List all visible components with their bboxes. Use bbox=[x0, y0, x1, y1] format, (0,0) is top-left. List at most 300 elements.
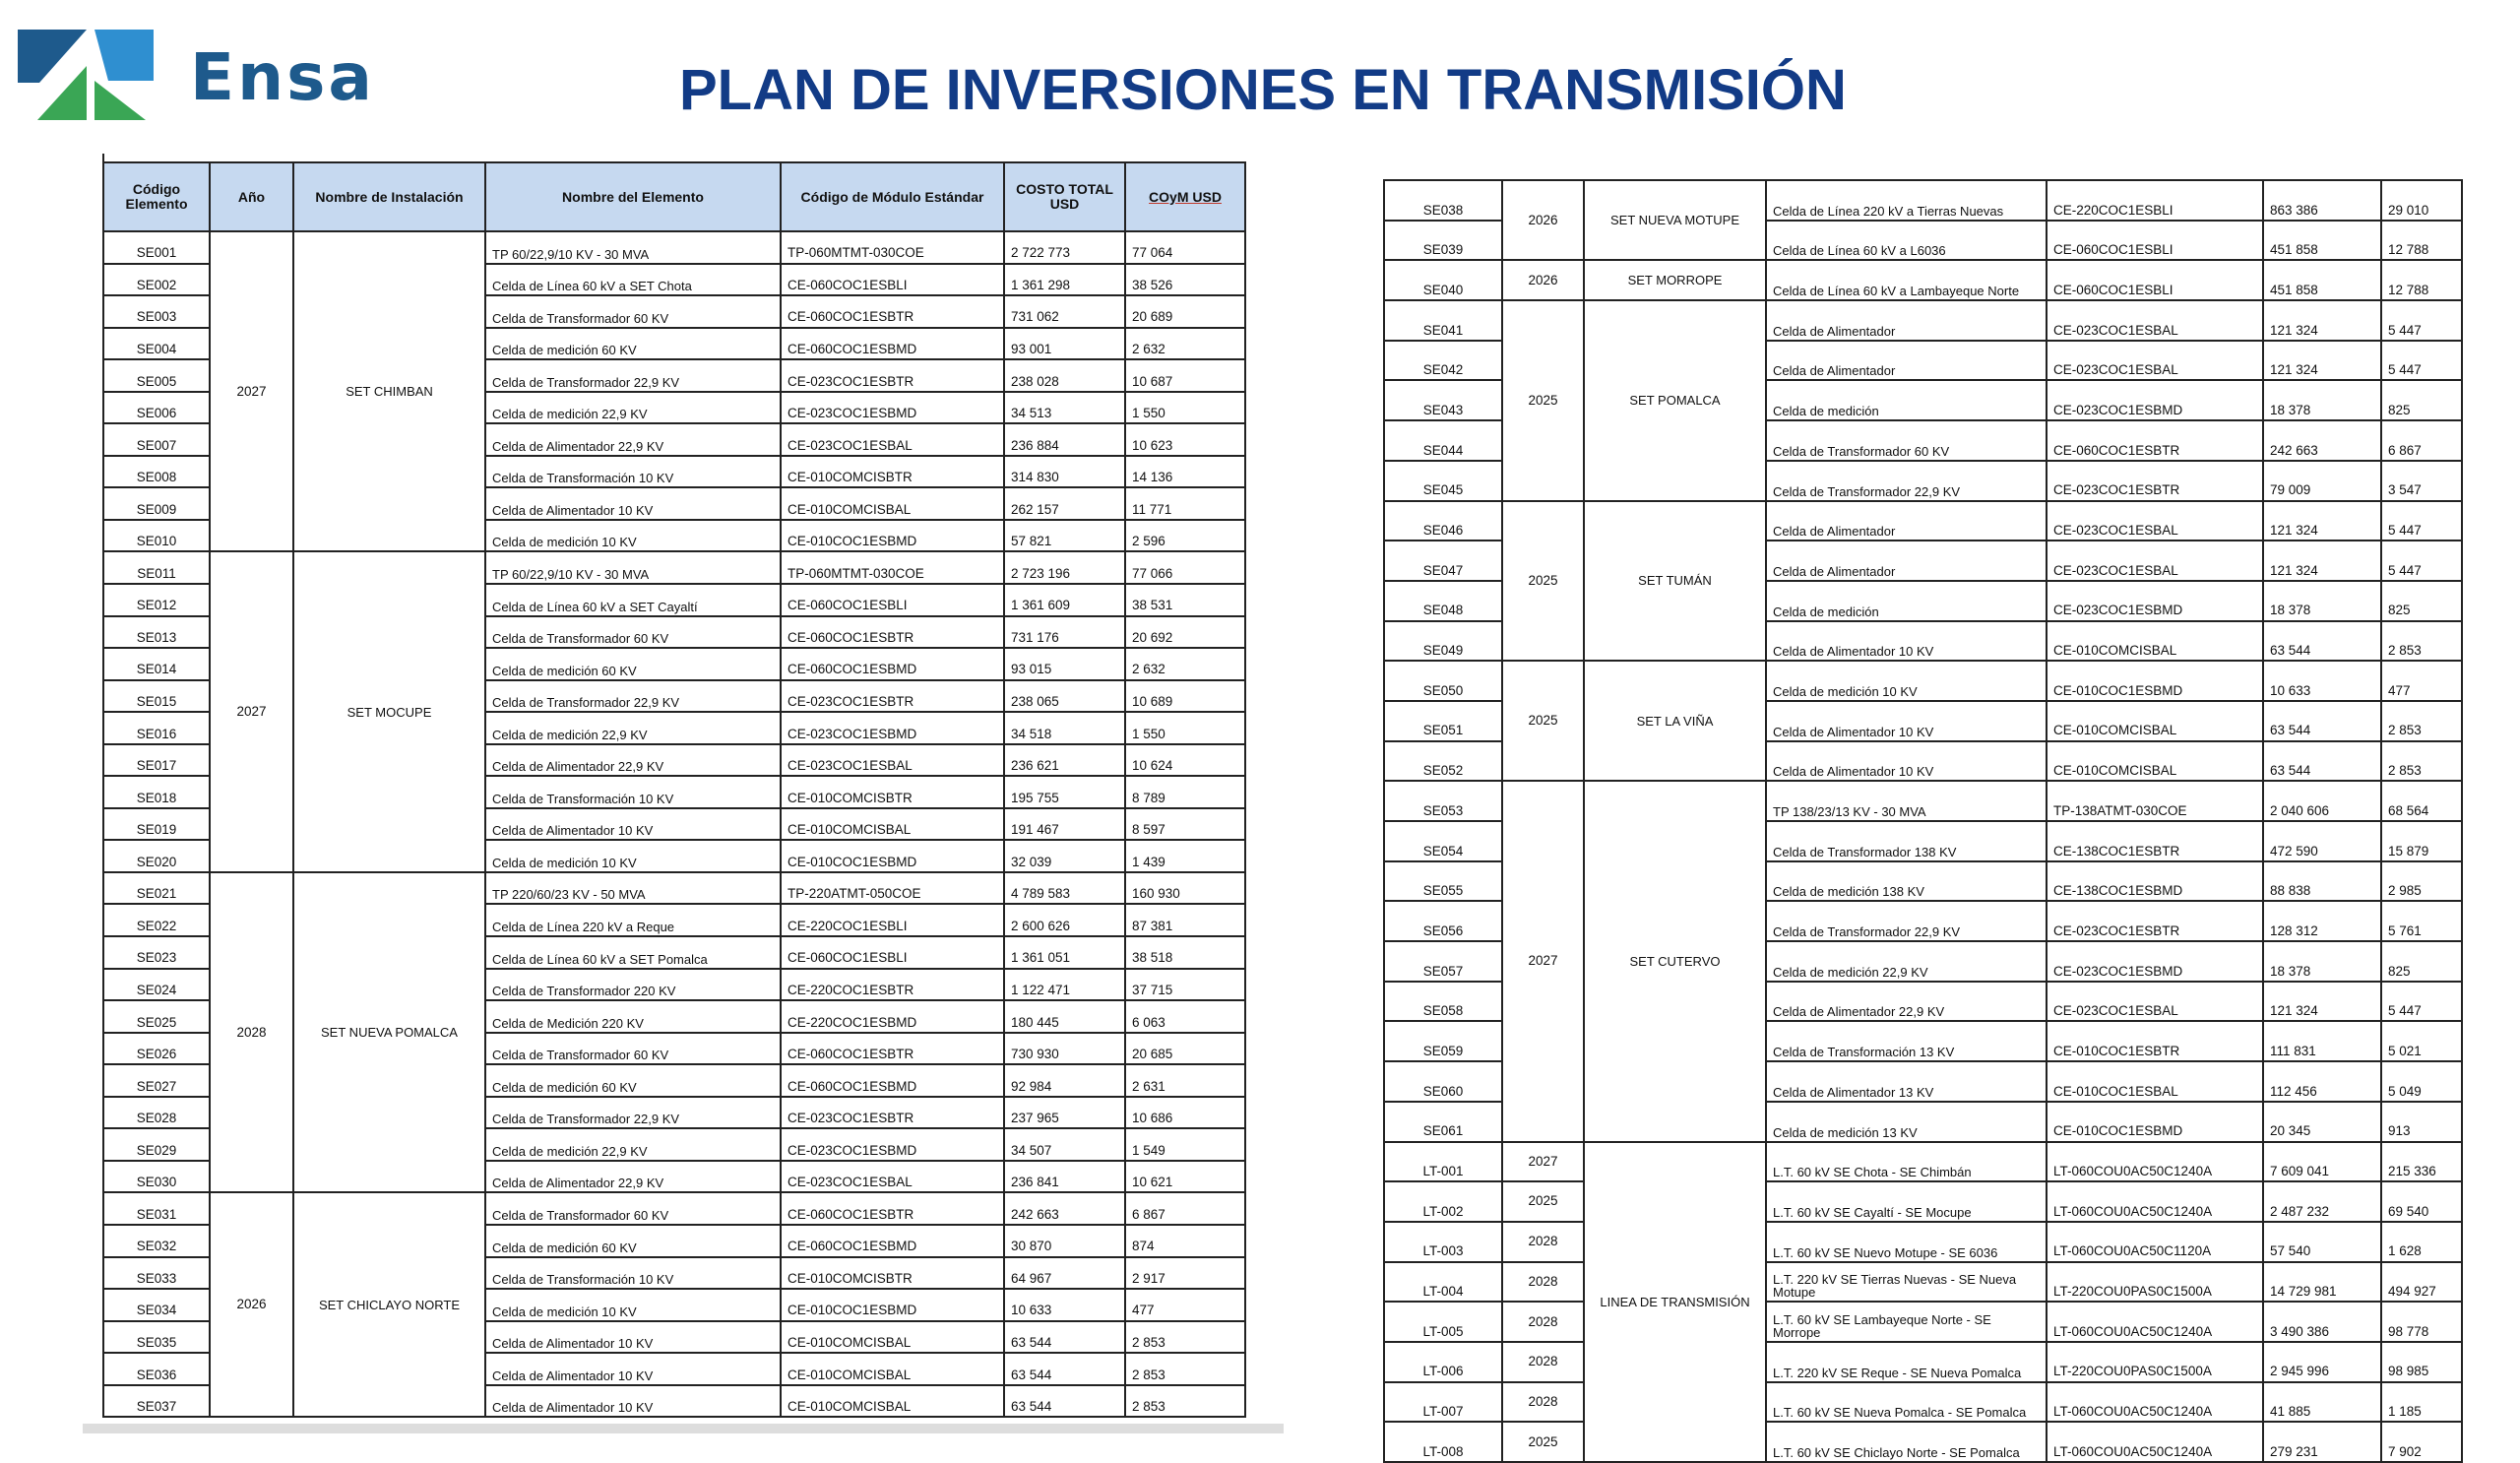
group-installation: SET MORROPE bbox=[1584, 260, 1766, 300]
coym-cost: 14 136 bbox=[1125, 456, 1245, 488]
total-cost: 57 540 bbox=[2263, 1222, 2381, 1262]
line-year: 2027 bbox=[1502, 1142, 1584, 1182]
module-code: CE-023COC1ESBAL bbox=[2047, 501, 2263, 541]
element-name: Celda de medición 60 KV bbox=[485, 1064, 781, 1097]
total-cost: 111 831 bbox=[2263, 1021, 2381, 1061]
ensa-logo bbox=[18, 22, 392, 130]
element-name: Celda de Transformador 22,9 KV bbox=[485, 359, 781, 392]
total-cost: 63 544 bbox=[2263, 741, 2381, 782]
element-code: SE020 bbox=[103, 840, 210, 872]
total-cost: 451 858 bbox=[2263, 260, 2381, 300]
investment-table-left bbox=[102, 161, 1246, 1418]
element-code: SE033 bbox=[103, 1257, 210, 1290]
coym-cost: 215 336 bbox=[2381, 1142, 2462, 1182]
element-name: Celda de Alimentador 22,9 KV bbox=[1766, 982, 2047, 1022]
element-code: SE026 bbox=[103, 1033, 210, 1065]
total-cost: 18 378 bbox=[2263, 581, 2381, 621]
element-name: Celda de Alimentador 10 KV bbox=[1766, 621, 2047, 662]
element-name: L.T. 60 kV SE Chota - SE Chimbán bbox=[1766, 1142, 2047, 1182]
module-code: CE-060COC1ESBMD bbox=[781, 1225, 1004, 1257]
total-cost: 730 930 bbox=[1004, 1033, 1125, 1065]
line-code: LT-006 bbox=[1384, 1342, 1502, 1382]
element-name: Celda de Transformador 60 KV bbox=[485, 616, 781, 649]
group-year: 2025 bbox=[1502, 300, 1584, 500]
element-name: Celda de Transformador 22,9 KV bbox=[485, 1097, 781, 1129]
coym-cost: 6 867 bbox=[2381, 420, 2462, 461]
group-year: 2026 bbox=[210, 1192, 293, 1417]
element-code: SE055 bbox=[1384, 861, 1502, 902]
table-row bbox=[1384, 1262, 2462, 1303]
element-code: SE035 bbox=[103, 1321, 210, 1354]
element-code: SE047 bbox=[1384, 541, 1502, 581]
element-code: SE056 bbox=[1384, 901, 1502, 941]
table-row bbox=[1384, 1222, 2462, 1262]
module-code: CE-023COC1ESBMD bbox=[2047, 941, 2263, 982]
module-code: CE-060COC1ESBMD bbox=[781, 648, 1004, 680]
element-name: Celda de Línea 60 kV a SET Cayaltí bbox=[485, 584, 781, 616]
line-code: LT-008 bbox=[1384, 1422, 1502, 1462]
coym-cost: 5 447 bbox=[2381, 341, 2462, 381]
coym-cost: 68 564 bbox=[2381, 781, 2462, 821]
element-code: SE051 bbox=[1384, 701, 1502, 741]
ensa-logo-icon bbox=[18, 22, 185, 130]
element-name: Celda de Alimentador 22,9 KV bbox=[485, 744, 781, 777]
total-cost: 88 838 bbox=[2263, 861, 2381, 902]
total-cost: 314 830 bbox=[1004, 456, 1125, 488]
element-code: SE059 bbox=[1384, 1021, 1502, 1061]
coym-cost: 11 771 bbox=[1125, 487, 1245, 520]
module-code: CE-010COMCISBTR bbox=[781, 776, 1004, 808]
module-code: TP-220ATMT-050COE bbox=[781, 872, 1004, 905]
module-code: CE-220COC1ESBLI bbox=[2047, 180, 2263, 221]
element-code: SE041 bbox=[1384, 300, 1502, 341]
element-name: Celda de Línea 60 kV a SET Chota bbox=[485, 264, 781, 296]
module-code: CE-023COC1ESBAL bbox=[2047, 541, 2263, 581]
total-cost: 18 378 bbox=[2263, 941, 2381, 982]
element-code: SE037 bbox=[103, 1385, 210, 1418]
total-cost: 79 009 bbox=[2263, 461, 2381, 501]
element-name: Celda de Alimentador 10 KV bbox=[1766, 701, 2047, 741]
element-name: Celda de medición 22,9 KV bbox=[1766, 941, 2047, 982]
line-year: 2028 bbox=[1502, 1342, 1584, 1382]
element-name: Celda de medición 13 KV bbox=[1766, 1102, 2047, 1142]
total-cost: 63 544 bbox=[2263, 621, 2381, 662]
element-code: SE058 bbox=[1384, 982, 1502, 1022]
element-name: Celda de Transformador 60 KV bbox=[485, 1192, 781, 1225]
coym-cost: 3 547 bbox=[2381, 461, 2462, 501]
footer-bar bbox=[83, 1424, 1284, 1433]
element-name: Celda de medición 60 KV bbox=[485, 1225, 781, 1257]
total-cost: 57 821 bbox=[1004, 520, 1125, 552]
coym-cost: 5 447 bbox=[2381, 300, 2462, 341]
element-code: SE029 bbox=[103, 1128, 210, 1161]
module-code: CE-023COC1ESBTR bbox=[2047, 461, 2263, 501]
module-code: CE-060COC1ESBTR bbox=[2047, 420, 2263, 461]
table-row bbox=[1384, 1302, 2462, 1342]
total-cost: 93 015 bbox=[1004, 648, 1125, 680]
module-code: CE-060COC1ESBLI bbox=[2047, 221, 2263, 261]
module-code: CE-060COC1ESBLI bbox=[2047, 260, 2263, 300]
group-year: 2026 bbox=[1502, 260, 1584, 300]
coym-cost: 2 631 bbox=[1125, 1064, 1245, 1097]
line-code: LT-007 bbox=[1384, 1382, 1502, 1423]
module-code: CE-023COC1ESBTR bbox=[2047, 901, 2263, 941]
element-name: TP 60/22,9/10 KV - 30 MVA bbox=[485, 551, 781, 584]
element-name: Celda de Transformador 60 KV bbox=[485, 1033, 781, 1065]
module-code: CE-023COC1ESBAL bbox=[781, 423, 1004, 456]
table-row bbox=[103, 872, 1245, 905]
module-code: CE-010COMCISBAL bbox=[781, 1385, 1004, 1418]
element-name: L.T. 60 kV SE Nueva Pomalca - SE Pomalca bbox=[1766, 1382, 2047, 1423]
total-cost: 2 723 196 bbox=[1004, 551, 1125, 584]
element-name: Celda de Transformador 138 KV bbox=[1766, 821, 2047, 861]
total-cost: 7 609 041 bbox=[2263, 1142, 2381, 1182]
total-cost: 112 456 bbox=[2263, 1061, 2381, 1102]
module-code: CE-060COC1ESBTR bbox=[781, 1033, 1004, 1065]
group-year: 2025 bbox=[1502, 501, 1584, 662]
coym-cost: 825 bbox=[2381, 581, 2462, 621]
module-code: CE-023COC1ESBAL bbox=[781, 744, 1004, 777]
element-code: SE027 bbox=[103, 1064, 210, 1097]
element-name: Celda de Alimentador 10 KV bbox=[485, 1321, 781, 1354]
total-cost: 242 663 bbox=[2263, 420, 2381, 461]
coym-cost: 10 621 bbox=[1125, 1161, 1245, 1193]
module-code: CE-023COC1ESBMD bbox=[781, 712, 1004, 744]
total-cost: 1 361 609 bbox=[1004, 584, 1125, 616]
module-code: LT-060COU0AC50C1240A bbox=[2047, 1142, 2263, 1182]
element-name: Celda de Línea 220 kV a Reque bbox=[485, 904, 781, 936]
module-code: CE-060COC1ESBTR bbox=[781, 1192, 1004, 1225]
table-row bbox=[1384, 1181, 2462, 1222]
element-name: Celda de Alimentador 10 KV bbox=[1766, 741, 2047, 782]
coym-cost: 38 518 bbox=[1125, 936, 1245, 969]
total-cost: 20 345 bbox=[2263, 1102, 2381, 1142]
element-code: SE057 bbox=[1384, 941, 1502, 982]
total-cost: 180 445 bbox=[1004, 1000, 1125, 1033]
element-name: Celda de Transformador 60 KV bbox=[1766, 420, 2047, 461]
element-code: SE009 bbox=[103, 487, 210, 520]
group-installation: LINEA DE TRANSMISIÓN bbox=[1584, 1142, 1766, 1463]
module-code: CE-060COC1ESBLI bbox=[781, 264, 1004, 296]
coym-cost: 5 049 bbox=[2381, 1061, 2462, 1102]
module-code: CE-010COC1ESBTR bbox=[2047, 1021, 2263, 1061]
element-name: Celda de Alimentador 22,9 KV bbox=[485, 423, 781, 456]
module-code: LT-060COU0AC50C1240A bbox=[2047, 1181, 2263, 1222]
table-row bbox=[1384, 1422, 2462, 1462]
total-cost: 3 490 386 bbox=[2263, 1302, 2381, 1342]
total-cost: 41 885 bbox=[2263, 1382, 2381, 1423]
element-code: SE018 bbox=[103, 776, 210, 808]
element-code: SE036 bbox=[103, 1353, 210, 1385]
element-code: SE004 bbox=[103, 328, 210, 360]
table-row bbox=[1384, 300, 2462, 341]
element-name: Celda de medición 10 KV bbox=[1766, 661, 2047, 701]
element-name: Celda de Línea 220 kV a Tierras Nuevas bbox=[1766, 180, 2047, 221]
element-code: SE022 bbox=[103, 904, 210, 936]
group-year: 2027 bbox=[210, 551, 293, 871]
element-code: SE007 bbox=[103, 423, 210, 456]
element-code: SE045 bbox=[1384, 461, 1502, 501]
element-name: Celda de Transformador 220 KV bbox=[485, 969, 781, 1001]
element-name: Celda de Transformación 10 KV bbox=[485, 456, 781, 488]
header-modulo: Código de Módulo Estándar bbox=[781, 162, 1004, 231]
line-year: 2025 bbox=[1502, 1181, 1584, 1222]
brand-name: Ensa bbox=[190, 39, 375, 115]
total-cost: 195 755 bbox=[1004, 776, 1125, 808]
coym-cost: 77 064 bbox=[1125, 231, 1245, 264]
coym-cost: 10 623 bbox=[1125, 423, 1245, 456]
module-code: CE-010COC1ESBMD bbox=[2047, 661, 2263, 701]
element-code: SE023 bbox=[103, 936, 210, 969]
total-cost: 93 001 bbox=[1004, 328, 1125, 360]
coym-cost: 8 597 bbox=[1125, 808, 1245, 841]
total-cost: 238 028 bbox=[1004, 359, 1125, 392]
element-code: SE038 bbox=[1384, 180, 1502, 221]
module-code: CE-010COMCISBAL bbox=[781, 1353, 1004, 1385]
module-code: CE-023COC1ESBMD bbox=[781, 1128, 1004, 1161]
module-code: CE-220COC1ESBTR bbox=[781, 969, 1004, 1001]
total-cost: 14 729 981 bbox=[2263, 1262, 2381, 1303]
element-name: Celda de Alimentador 22,9 KV bbox=[485, 1161, 781, 1193]
module-code: CE-060COC1ESBTR bbox=[781, 295, 1004, 328]
table-row bbox=[1384, 1342, 2462, 1382]
coym-cost: 6 867 bbox=[1125, 1192, 1245, 1225]
element-name: Celda de Alimentador bbox=[1766, 541, 2047, 581]
element-name: Celda de Línea 60 kV a SET Pomalca bbox=[485, 936, 781, 969]
total-cost: 128 312 bbox=[2263, 901, 2381, 941]
element-name: Celda de Transformador 60 KV bbox=[485, 295, 781, 328]
element-name: Celda de Transformación 10 KV bbox=[485, 1257, 781, 1290]
coym-cost: 29 010 bbox=[2381, 180, 2462, 221]
total-cost: 18 378 bbox=[2263, 380, 2381, 420]
element-code: SE053 bbox=[1384, 781, 1502, 821]
module-code: LT-060COU0AC50C1240A bbox=[2047, 1382, 2263, 1423]
coym-cost: 12 788 bbox=[2381, 260, 2462, 300]
module-code: CE-060COC1ESBMD bbox=[781, 1064, 1004, 1097]
coym-cost: 5 761 bbox=[2381, 901, 2462, 941]
total-cost: 121 324 bbox=[2263, 982, 2381, 1022]
header-anio: Año bbox=[210, 162, 293, 231]
element-code: SE002 bbox=[103, 264, 210, 296]
coym-cost: 6 063 bbox=[1125, 1000, 1245, 1033]
coym-cost: 160 930 bbox=[1125, 872, 1245, 905]
element-code: SE006 bbox=[103, 392, 210, 424]
total-cost: 10 633 bbox=[2263, 661, 2381, 701]
group-installation: SET NUEVA MOTUPE bbox=[1584, 180, 1766, 260]
module-code: CE-010COC1ESBMD bbox=[2047, 1102, 2263, 1142]
table-row bbox=[103, 1192, 1245, 1225]
header-coym bbox=[1125, 162, 1245, 231]
element-code: SE021 bbox=[103, 872, 210, 905]
total-cost: 10 633 bbox=[1004, 1289, 1125, 1321]
element-name: Celda de Alimentador 10 KV bbox=[485, 487, 781, 520]
investment-table-right bbox=[1383, 179, 2463, 1463]
element-name: Celda de Transformación 10 KV bbox=[485, 776, 781, 808]
line-year: 2028 bbox=[1502, 1262, 1584, 1303]
module-code: CE-220COC1ESBLI bbox=[781, 904, 1004, 936]
module-code: TP-060MTMT-030COE bbox=[781, 231, 1004, 264]
coym-cost: 1 550 bbox=[1125, 392, 1245, 424]
group-year: 2027 bbox=[210, 231, 293, 551]
element-name: Celda de Línea 60 kV a Lambayeque Norte bbox=[1766, 260, 2047, 300]
element-name: Celda de medición 10 KV bbox=[485, 840, 781, 872]
coym-cost: 5 447 bbox=[2381, 982, 2462, 1022]
coym-cost: 2 853 bbox=[2381, 741, 2462, 782]
module-code: CE-023COC1ESBAL bbox=[2047, 300, 2263, 341]
element-name: Celda de medición bbox=[1766, 581, 2047, 621]
coym-cost: 5 447 bbox=[2381, 541, 2462, 581]
element-code: SE016 bbox=[103, 712, 210, 744]
element-code: SE011 bbox=[103, 551, 210, 584]
element-name: Celda de Alimentador bbox=[1766, 341, 2047, 381]
element-code: SE046 bbox=[1384, 501, 1502, 541]
element-code: SE048 bbox=[1384, 581, 1502, 621]
module-code: CE-010COMCISBAL bbox=[2047, 621, 2263, 662]
group-installation: SET TUMÁN bbox=[1584, 501, 1766, 662]
table-row bbox=[1384, 1382, 2462, 1423]
total-cost: 863 386 bbox=[2263, 180, 2381, 221]
total-cost: 63 544 bbox=[1004, 1385, 1125, 1418]
module-code: CE-023COC1ESBAL bbox=[2047, 982, 2263, 1022]
total-cost: 34 507 bbox=[1004, 1128, 1125, 1161]
table-row bbox=[1384, 1142, 2462, 1182]
coym-cost: 10 686 bbox=[1125, 1097, 1245, 1129]
element-code: SE024 bbox=[103, 969, 210, 1001]
element-code: SE044 bbox=[1384, 420, 1502, 461]
coym-cost: 10 687 bbox=[1125, 359, 1245, 392]
coym-cost: 2 596 bbox=[1125, 520, 1245, 552]
page-title: PLAN DE INVERSIONES EN TRANSMISIÓN bbox=[679, 58, 1847, 122]
total-cost: 237 965 bbox=[1004, 1097, 1125, 1129]
table-row bbox=[103, 231, 1245, 264]
module-code: CE-010COMCISBTR bbox=[781, 456, 1004, 488]
line-code: LT-003 bbox=[1384, 1222, 1502, 1262]
total-cost: 34 513 bbox=[1004, 392, 1125, 424]
total-cost: 2 040 606 bbox=[2263, 781, 2381, 821]
total-cost: 1 122 471 bbox=[1004, 969, 1125, 1001]
total-cost: 242 663 bbox=[1004, 1192, 1125, 1225]
element-code: SE017 bbox=[103, 744, 210, 777]
coym-cost: 825 bbox=[2381, 380, 2462, 420]
element-name: Celda de Transformador 22,9 KV bbox=[1766, 461, 2047, 501]
line-code: LT-002 bbox=[1384, 1181, 1502, 1222]
total-cost: 121 324 bbox=[2263, 541, 2381, 581]
total-cost: 1 361 051 bbox=[1004, 936, 1125, 969]
total-cost: 121 324 bbox=[2263, 501, 2381, 541]
module-code: CE-010COC1ESBMD bbox=[781, 520, 1004, 552]
coym-cost: 38 526 bbox=[1125, 264, 1245, 296]
coym-cost: 37 715 bbox=[1125, 969, 1245, 1001]
coym-cost: 477 bbox=[1125, 1289, 1245, 1321]
total-cost: 121 324 bbox=[2263, 300, 2381, 341]
group-year: 2025 bbox=[1502, 661, 1584, 781]
table-row bbox=[1384, 260, 2462, 300]
element-code: SE050 bbox=[1384, 661, 1502, 701]
module-code: CE-023COC1ESBAL bbox=[781, 1161, 1004, 1193]
module-code: CE-060COC1ESBMD bbox=[781, 328, 1004, 360]
module-code: CE-010COMCISBAL bbox=[781, 1321, 1004, 1354]
coym-cost: 20 685 bbox=[1125, 1033, 1245, 1065]
element-code: SE042 bbox=[1384, 341, 1502, 381]
element-code: SE031 bbox=[103, 1192, 210, 1225]
coym-cost: 5 021 bbox=[2381, 1021, 2462, 1061]
total-cost: 731 176 bbox=[1004, 616, 1125, 649]
coym-cost: 913 bbox=[2381, 1102, 2462, 1142]
module-code: CE-010COC1ESBMD bbox=[781, 1289, 1004, 1321]
element-code: SE001 bbox=[103, 231, 210, 264]
element-code: SE032 bbox=[103, 1225, 210, 1257]
element-name: L.T. 60 kV SE Chiclayo Norte - SE Pomalca bbox=[1766, 1422, 2047, 1462]
table-row bbox=[1384, 781, 2462, 821]
coym-cost: 2 853 bbox=[2381, 621, 2462, 662]
element-code: SE003 bbox=[103, 295, 210, 328]
group-installation: SET CHIMBAN bbox=[293, 231, 485, 551]
table-row bbox=[1384, 180, 2462, 221]
coym-cost: 1 549 bbox=[1125, 1128, 1245, 1161]
group-year: 2027 bbox=[1502, 781, 1584, 1141]
element-name: Celda de medición 138 KV bbox=[1766, 861, 2047, 902]
element-name: L.T. 60 kV SE Cayaltí - SE Mocupe bbox=[1766, 1181, 2047, 1222]
module-code: LT-060COU0AC50C1120A bbox=[2047, 1222, 2263, 1262]
coym-cost: 38 531 bbox=[1125, 584, 1245, 616]
module-code: CE-010COMCISBTR bbox=[781, 1257, 1004, 1290]
total-cost: 34 518 bbox=[1004, 712, 1125, 744]
element-code: SE005 bbox=[103, 359, 210, 392]
module-code: CE-023COC1ESBTR bbox=[781, 359, 1004, 392]
coym-cost: 2 853 bbox=[2381, 701, 2462, 741]
module-code: LT-060COU0AC50C1240A bbox=[2047, 1422, 2263, 1462]
element-code: SE030 bbox=[103, 1161, 210, 1193]
element-name: Celda de medición 10 KV bbox=[485, 520, 781, 552]
element-name: TP 220/60/23 KV - 50 MVA bbox=[485, 872, 781, 905]
coym-cost: 15 879 bbox=[2381, 821, 2462, 861]
element-code: SE039 bbox=[1384, 221, 1502, 261]
module-code: CE-138COC1ESBMD bbox=[2047, 861, 2263, 902]
total-cost: 262 157 bbox=[1004, 487, 1125, 520]
coym-cost: 2 985 bbox=[2381, 861, 2462, 902]
element-name: L.T. 60 kV SE Lambayeque Norte - SE Morrope bbox=[1766, 1302, 2047, 1342]
coym-cost: 98 985 bbox=[2381, 1342, 2462, 1382]
element-name: Celda de medición 22,9 KV bbox=[485, 1128, 781, 1161]
line-code: LT-001 bbox=[1384, 1142, 1502, 1182]
total-cost: 63 544 bbox=[2263, 701, 2381, 741]
element-name: Celda de medición 10 KV bbox=[485, 1289, 781, 1321]
module-code: CE-060COC1ESBLI bbox=[781, 584, 1004, 616]
total-cost: 63 544 bbox=[1004, 1321, 1125, 1354]
header-coym-text: COyM USD bbox=[1149, 188, 1222, 205]
table-row bbox=[1384, 661, 2462, 701]
total-cost: 236 841 bbox=[1004, 1161, 1125, 1193]
total-cost: 92 984 bbox=[1004, 1064, 1125, 1097]
module-code: CE-010COC1ESBAL bbox=[2047, 1061, 2263, 1102]
total-cost: 2 945 996 bbox=[2263, 1342, 2381, 1382]
total-cost: 2 487 232 bbox=[2263, 1181, 2381, 1222]
coym-cost: 2 853 bbox=[1125, 1353, 1245, 1385]
total-cost: 63 544 bbox=[1004, 1353, 1125, 1385]
total-cost: 32 039 bbox=[1004, 840, 1125, 872]
module-code: CE-023COC1ESBAL bbox=[2047, 341, 2263, 381]
total-cost: 1 361 298 bbox=[1004, 264, 1125, 296]
element-name: Celda de Transformación 13 KV bbox=[1766, 1021, 2047, 1061]
coym-cost: 10 624 bbox=[1125, 744, 1245, 777]
element-name: Celda de Alimentador bbox=[1766, 300, 2047, 341]
module-code: CE-138COC1ESBTR bbox=[2047, 821, 2263, 861]
total-cost: 4 789 583 bbox=[1004, 872, 1125, 905]
group-installation: SET LA VIÑA bbox=[1584, 661, 1766, 781]
total-cost: 2 722 773 bbox=[1004, 231, 1125, 264]
element-code: SE008 bbox=[103, 456, 210, 488]
header-elemento: Nombre del Elemento bbox=[485, 162, 781, 231]
